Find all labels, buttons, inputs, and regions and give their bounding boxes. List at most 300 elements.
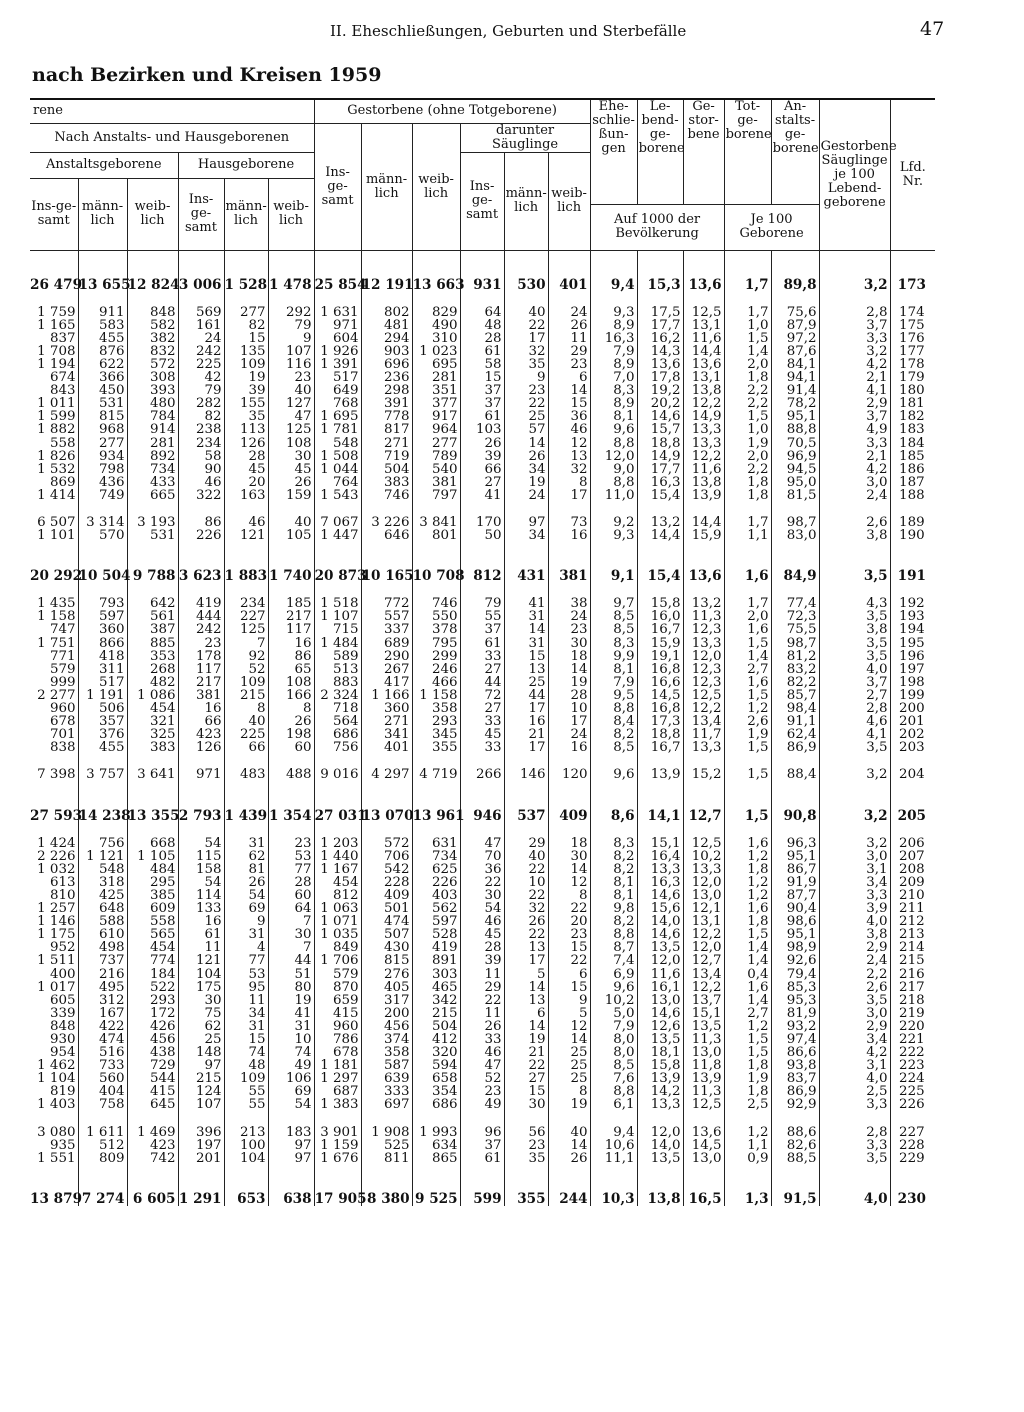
table-cell: 276 — [361, 968, 412, 981]
table-cell: 642 — [127, 597, 178, 610]
table-cell: 14,0 — [637, 1139, 683, 1152]
table-cell: 87,7 — [771, 889, 819, 902]
table-cell: 97 — [504, 516, 548, 529]
table-cell: 3 841 — [412, 516, 460, 529]
table-cell: 13,1 — [683, 915, 724, 928]
table-cell — [590, 542, 637, 570]
table-cell: 13,6 — [637, 358, 683, 371]
table-cell: 866 — [78, 637, 127, 650]
table-cell: 20 873 — [314, 568, 367, 585]
table-cell: 737 — [78, 954, 127, 967]
table-cell: 26 — [460, 1020, 504, 1033]
table-cell: 25 — [504, 410, 548, 423]
table-cell: 13,9 — [683, 489, 724, 502]
table-cell: 2,9 — [819, 941, 890, 954]
table-cell: 8,1 — [590, 876, 637, 889]
table-cell: 14,6 — [637, 410, 683, 423]
table-cell: 597 — [78, 610, 127, 623]
table-cell — [590, 292, 637, 306]
table-cell: 849 — [314, 941, 361, 954]
table-cell: 1 462 — [37, 1058, 76, 1074]
table-row-total — [30, 810, 935, 823]
table-cell: 65 — [268, 663, 314, 676]
table-cell — [78, 542, 127, 570]
table-cell: 13,7 — [683, 994, 724, 1007]
table-cell: 16 — [268, 637, 314, 650]
table-cell: 299 — [412, 650, 460, 663]
table-cell: 37 — [460, 397, 504, 410]
table-cell: 74 — [268, 1046, 314, 1059]
table-cell: 718 — [314, 702, 361, 715]
table-cell: 72 — [460, 689, 504, 702]
table-cell: 15,8 — [637, 1059, 683, 1072]
table-cell: 426 — [127, 1020, 178, 1033]
table-cell: 15,1 — [637, 837, 683, 850]
table-cell: 22 — [460, 994, 504, 1007]
table-cell: 715 — [314, 623, 361, 636]
table-cell: 15 — [224, 332, 268, 345]
table-cell: 74 — [224, 1046, 268, 1059]
table-cell: 1,8 — [724, 489, 771, 502]
table-cell: 1 447 — [314, 529, 361, 542]
table-cell — [683, 583, 724, 597]
table-cell: 88,6 — [771, 1126, 819, 1139]
table-cell: 33 — [460, 741, 504, 754]
table-cell: 8,9 — [590, 397, 637, 410]
table-cell: 3,7 — [819, 676, 890, 689]
table-cell: 1 478 — [268, 279, 314, 292]
table-cell: 80 — [268, 981, 314, 994]
table-cell: 8,2 — [590, 915, 637, 928]
table-cell: 2,9 — [819, 397, 890, 410]
table-cell: 10 165 — [361, 568, 414, 585]
table-cell: 20 — [224, 476, 268, 489]
table-cell: 109 — [224, 358, 268, 371]
table-cell — [548, 583, 590, 597]
table-cell: 695 — [412, 358, 460, 371]
table-cell: 36 — [460, 863, 504, 876]
table-cell: 1 044 — [314, 463, 361, 476]
header-totgeborene: Tot-ge-borene — [724, 99, 771, 204]
table-cell: 210 — [890, 889, 935, 902]
table-cell: 320 — [412, 1046, 460, 1059]
table-cell: 217 — [268, 610, 314, 623]
table-cell — [819, 823, 890, 837]
table-cell: 14,0 — [637, 915, 683, 928]
table-cell: 403 — [412, 889, 460, 902]
table-cell: 180 — [890, 384, 935, 397]
table-cell: 968 — [78, 423, 127, 436]
table-cell: 41 — [460, 489, 504, 502]
table-cell: 277 — [412, 437, 460, 450]
table-cell: 12,1 — [683, 902, 724, 915]
table-cell: 1 708 — [37, 343, 76, 359]
table-cell: 104 — [178, 968, 224, 981]
table-cell — [78, 823, 127, 837]
table-cell: 54 — [224, 889, 268, 902]
table-cell — [548, 250, 590, 279]
table-cell — [268, 542, 314, 570]
table-cell: 812 — [314, 889, 361, 902]
table-cell: 809 — [78, 1152, 127, 1165]
table-cell: 746 — [412, 597, 460, 610]
table-cell: 14 — [548, 863, 590, 876]
table-cell: 382 — [127, 332, 178, 345]
table-cell: 774 — [127, 954, 178, 967]
table-cell: 98,7 — [771, 637, 819, 650]
table-cell: 15,8 — [637, 597, 683, 610]
table-cell: 85,3 — [771, 981, 819, 994]
table-cell: 12,3 — [683, 663, 724, 676]
table-cell — [683, 754, 724, 768]
table-cell: 21 — [504, 1046, 548, 1059]
table-cell: 25 — [548, 1046, 590, 1059]
table-cell — [724, 250, 771, 279]
table-cell: 16,3 — [637, 876, 683, 889]
table-cell: 60 — [268, 741, 314, 754]
table-cell: 13,3 — [637, 1098, 683, 1111]
table-cell: 572 — [361, 837, 412, 850]
table-cell: 124 — [178, 1085, 224, 1098]
table-cell: 9 016 — [314, 768, 361, 781]
table-cell: 40 — [548, 1126, 590, 1139]
header-gest-weiblich: weib-lich — [412, 123, 460, 250]
header-lebendgeborene: Le-bend-ge-borene — [637, 99, 683, 204]
table-cell: 13,9 — [637, 1072, 683, 1085]
table-cell: 12,2 — [683, 928, 724, 941]
table-cell: 8,8 — [590, 476, 637, 489]
table-cell: 14 — [548, 384, 590, 397]
table-cell: 178 — [890, 358, 935, 371]
table-cell: 13,0 — [637, 994, 683, 1007]
table-cell: 837 — [49, 330, 76, 346]
table-cell: 17,7 — [637, 463, 683, 476]
table-cell: 20 — [548, 915, 590, 928]
table-cell: 3,3 — [819, 437, 890, 450]
table-cell: 11,7 — [683, 728, 724, 741]
table-cell: 308 — [127, 371, 178, 384]
table-cell: 366 — [78, 371, 127, 384]
table-cell: 17 — [504, 332, 548, 345]
table-cell — [637, 502, 683, 516]
table-cell: 13 — [504, 941, 548, 954]
table-cell: 558 — [49, 435, 76, 451]
table-cell: 82,6 — [771, 1139, 819, 1152]
table-cell: 422 — [78, 1020, 127, 1033]
table-cell: 1 599 — [37, 409, 76, 425]
table-cell — [30, 1112, 78, 1126]
table-cell: 409 — [548, 810, 590, 823]
table-cell: 204 — [890, 768, 935, 781]
header-je-100: Je 100 Geborene — [724, 204, 819, 250]
table-cell: 3,5 — [819, 637, 890, 650]
table-cell: 12 — [548, 437, 590, 450]
table-cell: 13,3 — [683, 637, 724, 650]
table-cell: 201 — [890, 715, 935, 728]
table-cell: 14 238 — [78, 807, 131, 824]
table-cell: 465 — [412, 981, 460, 994]
table-cell: 501 — [361, 902, 412, 915]
table-row — [30, 1139, 935, 1152]
table-cell: 4 297 — [361, 768, 412, 781]
table-cell: 3,8 — [819, 623, 890, 636]
table-cell — [890, 502, 935, 516]
table-cell: 786 — [314, 1033, 361, 1046]
table-cell: 193 — [890, 610, 935, 623]
table-cell: 1,9 — [724, 437, 771, 450]
table-cell: 17 — [548, 489, 590, 502]
table-cell — [771, 502, 819, 516]
table-cell: 579 — [49, 661, 76, 677]
table-cell: 1 826 — [37, 448, 76, 464]
table-cell: 393 — [127, 384, 178, 397]
table-cell: 66 — [460, 463, 504, 476]
table-cell: 97 — [178, 1059, 224, 1072]
table-cell: 8,0 — [590, 1046, 637, 1059]
table-cell: 903 — [361, 345, 412, 358]
table-cell: 220 — [890, 1020, 935, 1033]
table-cell: 33 — [460, 1033, 504, 1046]
table-cell: 1 740 — [268, 570, 314, 583]
table-row — [30, 319, 935, 332]
table-cell — [460, 1112, 504, 1126]
table-cell — [412, 754, 460, 768]
table-cell: 55 — [224, 1098, 268, 1111]
table-cell: 378 — [412, 623, 460, 636]
table-cell: 795 — [412, 637, 460, 650]
table-cell — [890, 1112, 935, 1126]
table-cell — [504, 754, 548, 768]
table-row — [30, 345, 935, 358]
table-cell: 13,6 — [683, 570, 724, 583]
table-cell: 646 — [361, 529, 412, 542]
table-row-total — [30, 279, 935, 292]
table-cell — [361, 292, 412, 306]
table-cell: 381 — [178, 689, 224, 702]
table-cell: 729 — [127, 1059, 178, 1072]
table-cell: 594 — [412, 1059, 460, 1072]
table-cell: 28 — [224, 450, 268, 463]
table-cell: 1 414 — [37, 487, 76, 503]
table-cell: 815 — [78, 410, 127, 423]
table-cell — [127, 542, 178, 570]
table-cell: 66 — [224, 741, 268, 754]
table-cell: 1 706 — [314, 954, 361, 967]
table-cell: 9 — [224, 915, 268, 928]
table-cell: 78,2 — [771, 397, 819, 410]
table-cell: 18,8 — [637, 728, 683, 741]
table-cell: 6,1 — [590, 1098, 637, 1111]
table-cell: 93,2 — [771, 1020, 819, 1033]
table-cell — [361, 583, 412, 597]
table-cell: 14 — [548, 1033, 590, 1046]
table-cell: 42 — [178, 371, 224, 384]
header-gest-maennlich: männ-lich — [361, 123, 412, 250]
table-cell: 1 403 — [37, 1097, 76, 1113]
table-cell: 1,5 — [724, 637, 771, 650]
table-cell: 225 — [890, 1085, 935, 1098]
header-gest-insgesamt: Ins-ge-samt — [314, 123, 361, 250]
table-cell: 865 — [412, 1152, 460, 1165]
table-cell: 61 — [460, 1152, 504, 1165]
table-cell — [361, 754, 412, 768]
table-cell: 1 354 — [268, 810, 314, 823]
table-cell: 768 — [314, 397, 361, 410]
table-cell: 61 — [460, 410, 504, 423]
table-cell: 19 — [268, 994, 314, 1007]
table-cell: 61 — [178, 928, 224, 941]
table-cell: 3 641 — [127, 768, 178, 781]
table-cell: 1,5 — [724, 928, 771, 941]
table-cell: 1,5 — [724, 410, 771, 423]
table-cell — [127, 823, 178, 837]
table-cell: 200 — [890, 702, 935, 715]
table-cell: 317 — [361, 994, 412, 1007]
table-cell — [224, 782, 268, 810]
table-cell: 22 — [548, 902, 590, 915]
table-cell: 345 — [412, 728, 460, 741]
table-cell: 665 — [127, 489, 178, 502]
table-cell: 3,0 — [819, 850, 890, 863]
table-cell: 311 — [78, 663, 127, 676]
table-cell: 354 — [412, 1085, 460, 1098]
table-row-total — [30, 570, 935, 583]
table-cell: 1 993 — [412, 1126, 460, 1139]
table-cell: 360 — [78, 623, 127, 636]
table-cell: 1,2 — [724, 889, 771, 902]
table-cell — [314, 583, 361, 597]
table-cell: 89,8 — [771, 279, 819, 292]
table-cell: 227 — [224, 610, 268, 623]
table-cell: 97 — [268, 1139, 314, 1152]
table-cell: 11,0 — [590, 489, 637, 502]
table-cell: 749 — [78, 489, 127, 502]
table-cell: 188 — [890, 489, 935, 502]
table-cell: 90 — [178, 463, 224, 476]
table-cell: 1 695 — [314, 410, 361, 423]
table-cell: 40 — [504, 306, 548, 319]
table-cell: 22 — [504, 889, 548, 902]
table-cell: 588 — [78, 915, 127, 928]
table-cell: 3,5 — [819, 570, 890, 583]
table-cell: 341 — [361, 728, 412, 741]
table-cell: 40 — [268, 384, 314, 397]
table-cell: 86,7 — [771, 863, 819, 876]
table-cell: 622 — [78, 358, 127, 371]
table-cell: 23 — [268, 837, 314, 850]
table-cell: 15 — [504, 650, 548, 663]
table-cell: 2 793 — [178, 810, 224, 823]
table-cell — [78, 754, 127, 768]
table-cell: 172 — [127, 1007, 178, 1020]
table-cell — [127, 1165, 178, 1193]
table-cell: 1 883 — [224, 568, 268, 585]
table-cell — [590, 502, 637, 516]
table-cell: 756 — [78, 837, 127, 850]
table-cell: 148 — [178, 1046, 224, 1059]
table-cell — [683, 292, 724, 306]
table-cell: 310 — [412, 332, 460, 345]
table-cell — [268, 583, 314, 597]
table-cell: 504 — [361, 463, 412, 476]
table-cell: 28 — [548, 689, 590, 702]
table-row — [30, 968, 935, 981]
table-cell — [178, 292, 224, 306]
table-cell — [504, 250, 548, 279]
table-cell: 1 158 — [412, 689, 460, 702]
table-cell: 83,2 — [771, 663, 819, 676]
table-cell: 1 104 — [37, 1071, 76, 1087]
table-cell: 86 — [178, 516, 224, 529]
table-cell: 10,3 — [590, 1193, 637, 1206]
table-cell: 1,1 — [724, 529, 771, 542]
table-cell — [460, 292, 504, 306]
table-cell: 3,4 — [819, 876, 890, 889]
table-row — [30, 476, 935, 489]
table-spacer — [30, 823, 935, 837]
table-cell: 10,6 — [590, 1139, 637, 1152]
table-cell: 88,8 — [771, 423, 819, 436]
header-saeug-maennlich: männ-lich — [504, 152, 548, 250]
table-cell: 44 — [268, 954, 314, 967]
table-cell: 4 719 — [412, 768, 460, 781]
table-cell: 86 — [268, 650, 314, 663]
table-cell: 86,9 — [771, 1085, 819, 1098]
table-cell: 1 781 — [314, 423, 361, 436]
table-cell: 11,6 — [683, 463, 724, 476]
table-cell: 94,1 — [771, 371, 819, 384]
table-cell: 95 — [224, 981, 268, 994]
table-cell — [890, 542, 935, 570]
table-cell: 1,6 — [724, 570, 771, 583]
table-row — [30, 650, 935, 663]
table-cell: 2,6 — [724, 715, 771, 728]
table-cell: 30 — [178, 994, 224, 1007]
table-cell: 8 — [548, 476, 590, 489]
table-cell: 203 — [890, 741, 935, 754]
table-cell: 7,9 — [590, 1020, 637, 1033]
table-cell: 430 — [361, 941, 412, 954]
table-cell: 2 277 — [37, 687, 76, 703]
table-cell: 174 — [890, 306, 935, 319]
table-cell: 26 479 — [30, 276, 83, 293]
table-cell — [314, 250, 361, 279]
table-cell: 490 — [412, 319, 460, 332]
table-cell: 13,3 — [683, 741, 724, 754]
table-cell: 495 — [78, 981, 127, 994]
table-cell: 11,1 — [590, 1152, 637, 1165]
table-cell: 13,1 — [683, 371, 724, 384]
table-cell: 14,5 — [637, 689, 683, 702]
table-cell — [361, 782, 412, 810]
table-cell — [819, 542, 890, 570]
table-cell: 215 — [224, 689, 268, 702]
table-cell: 13,5 — [637, 1152, 683, 1165]
table-cell: 17,7 — [637, 319, 683, 332]
table-cell: 537 — [504, 810, 548, 823]
statistics-table — [30, 98, 935, 1206]
table-spacer — [30, 583, 935, 597]
table-cell: 166 — [268, 689, 314, 702]
table-cell: 58 — [178, 450, 224, 463]
table-cell — [724, 583, 771, 597]
table-cell — [504, 823, 548, 837]
table-cell — [548, 502, 590, 516]
table-cell: 9 525 — [412, 1193, 460, 1206]
table-cell — [361, 823, 412, 837]
table-cell: 931 — [460, 279, 504, 292]
table-cell — [590, 1112, 637, 1126]
